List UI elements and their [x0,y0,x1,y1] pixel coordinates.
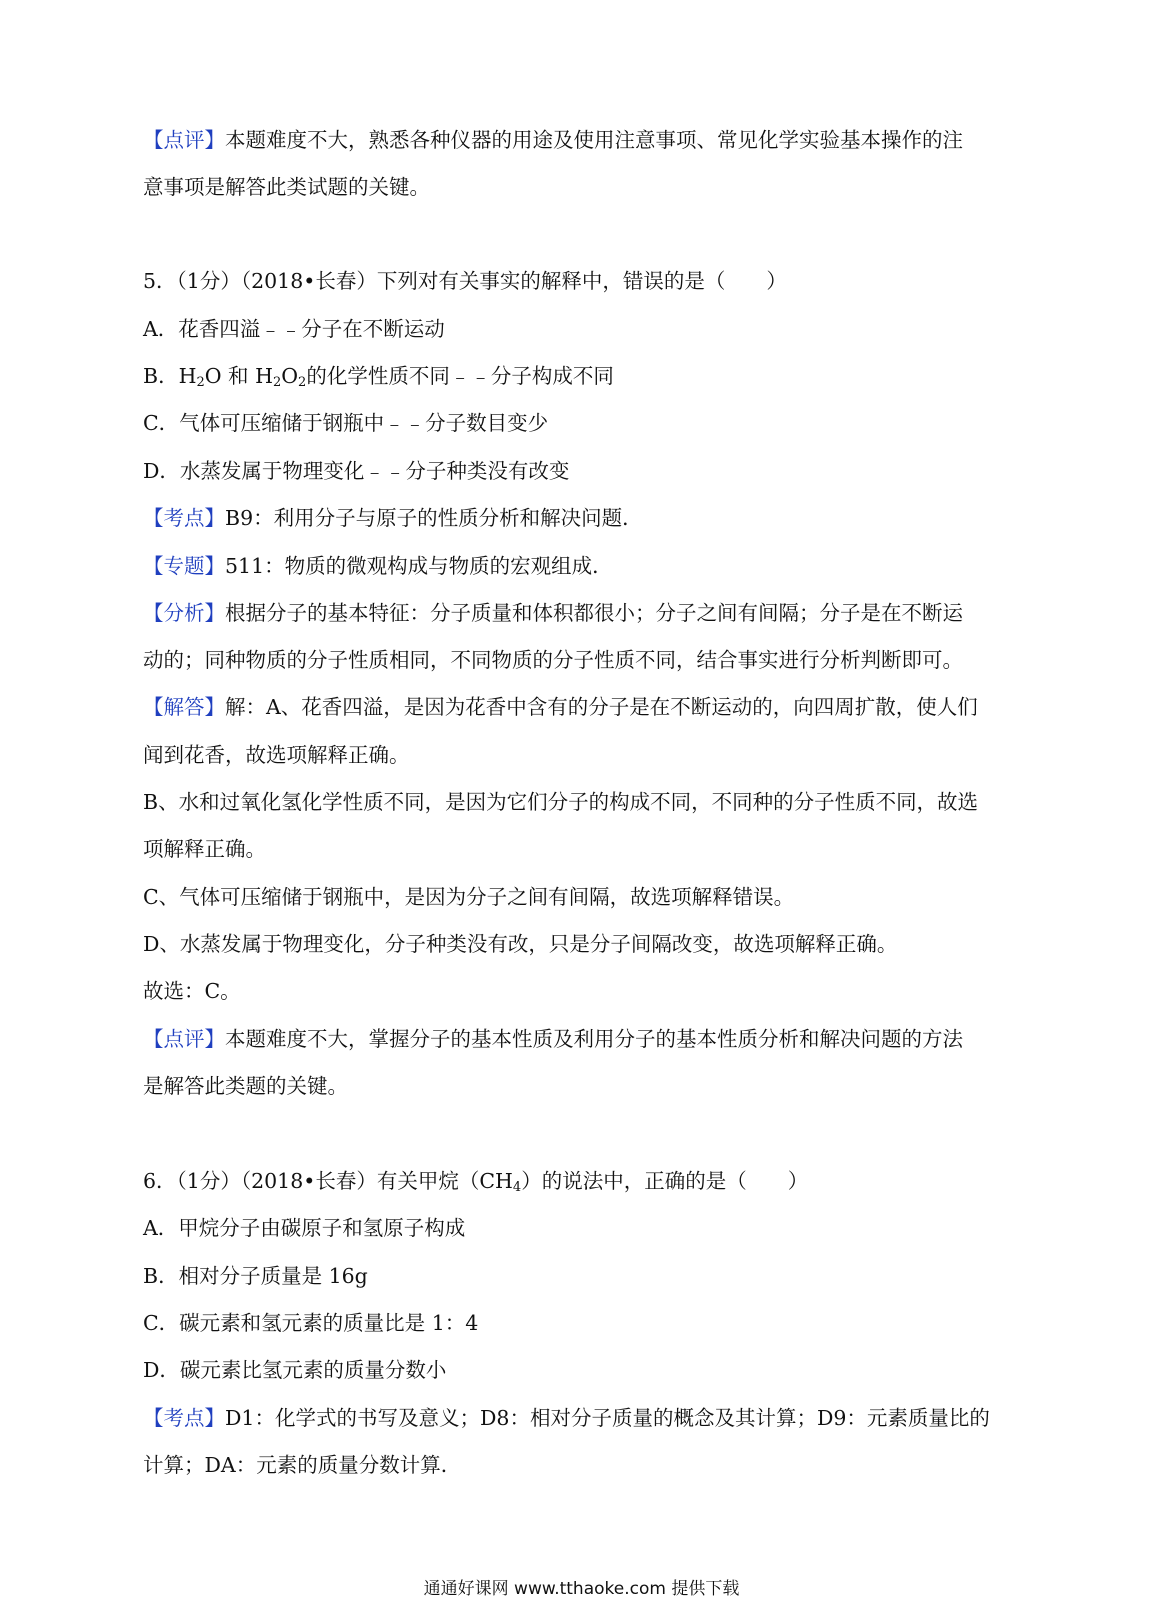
kaodian-tag: 【考点】 [143,1406,225,1430]
q6-kaodian-line-1 [143,1403,1023,1433]
q6-stem-suffix: ）的说法中，正确的是（ ） [521,1169,809,1193]
q5-option-b-suffix: 的化学性质不同﹣﹣分子构成不同 [306,364,614,388]
q6-option-a: A．甲烷分子由碳原子和氢原子构成 [143,1216,466,1240]
page-footer: 通通好课网 www.tthaoke.com 提供下载 [423,1579,740,1599]
q5-option-b-mid2: O [281,364,299,388]
q4-comment-line-2: 意事项是解答此类试题的关键。 [143,175,430,199]
q5-option-b-prefix: B．H [143,364,197,388]
q5-jieda-line-1 [143,692,1023,722]
q5-dianping-line-2: 是解答此类题的关键。 [143,1074,348,1098]
q4-comment-line-1 [143,125,1023,155]
subscript: 2 [298,375,307,390]
q5-fenxi-line-2: 动的；同种物质的分子性质相同，不同物质的分子性质不同，结合事实进行分析判断即可。 [143,648,963,672]
q6-stem-prefix: 6．（1分）（2018•长春）有关甲烷（CH [143,1169,513,1193]
jieda-text: 解：A、花香四溢，是因为花香中含有的分子是在不断运动的，向四周扩散，使人们 [225,695,978,719]
q5-option-b [143,361,1023,391]
fenxi-tag: 【分析】 [143,601,225,625]
comment-tag: 【点评】 [143,128,225,152]
q5-stem: 5．（1分）（2018•长春）下列对有关事实的解释中，错误的是（ ） [143,269,787,293]
q5-jieda-line-3: B、水和过氧化氢化学性质不同，是因为它们分子的构成不同，不同种的分子性质不同，故选 [143,790,979,814]
q5-zhuanti [143,551,1023,581]
q6-kaodian-line-2: 计算；DA：元素的质量分数计算． [143,1453,462,1477]
q5-option-b-mid1: O 和 H [204,364,273,388]
dianping-text: 本题难度不大，掌握分子的基本性质及利用分子的基本性质分析和解决问题的方法 [225,1027,963,1051]
q5-option-d: D．水蒸发属于物理变化﹣﹣分子种类没有改变 [143,459,570,483]
jieda-tag: 【解答】 [143,695,225,719]
q5-jieda-line-5: C、气体可压缩储于钢瓶中，是因为分子之间有间隔，故选项解释错误。 [143,885,795,909]
q5-jieda-line-6: D、水蒸发属于物理变化，分子种类没有改，只是分子间隔改变，故选项解释正确。 [143,932,898,956]
q5-jieda-line-4: 项解释正确。 [143,837,266,861]
q5-kaodian [143,503,1023,533]
q5-option-a: A．花香四溢﹣﹣分子在不断运动 [143,317,445,341]
zhuanti-tag: 【专题】 [143,554,225,578]
subscript: 4 [512,1180,522,1195]
fenxi-text: 根据分子的基本特征：分子质量和体积都很小；分子之间有间隔；分子是在不断运 [225,601,963,625]
q5-fenxi-line-1 [143,598,1023,628]
dianping-tag: 【点评】 [143,1027,225,1051]
q5-dianping-line-1 [143,1024,1023,1054]
zhuanti-text: 511：物质的微观构成与物质的宏观组成． [225,554,613,578]
subscript: 2 [272,375,282,390]
q5-jieda-line-2: 闻到花香，故选项解释正确。 [143,743,410,767]
q6-stem [143,1166,1023,1196]
kaodian-text: B9：利用分子与原子的性质分析和解决问题． [225,506,643,530]
q6-option-b: B．相对分子质量是 16g [143,1264,368,1288]
q5-option-c: C．气体可压缩储于钢瓶中﹣﹣分子数目变少 [143,411,549,435]
kaodian-tag: 【考点】 [143,506,225,530]
q6-option-d: D．碳元素比氢元素的质量分数小 [143,1358,447,1382]
q6-option-c: C．碳元素和氢元素的质量比是 1：4 [143,1311,479,1335]
subscript: 2 [196,375,205,390]
q5-answer: 故选：C。 [143,979,241,1003]
comment-text: 本题难度不大，熟悉各种仪器的用途及使用注意事项、常见化学实验基本操作的注 [225,128,963,152]
kaodian-text: D1：化学式的书写及意义；D8：相对分子质量的概念及其计算；D9：元素质量比的 [225,1406,990,1430]
